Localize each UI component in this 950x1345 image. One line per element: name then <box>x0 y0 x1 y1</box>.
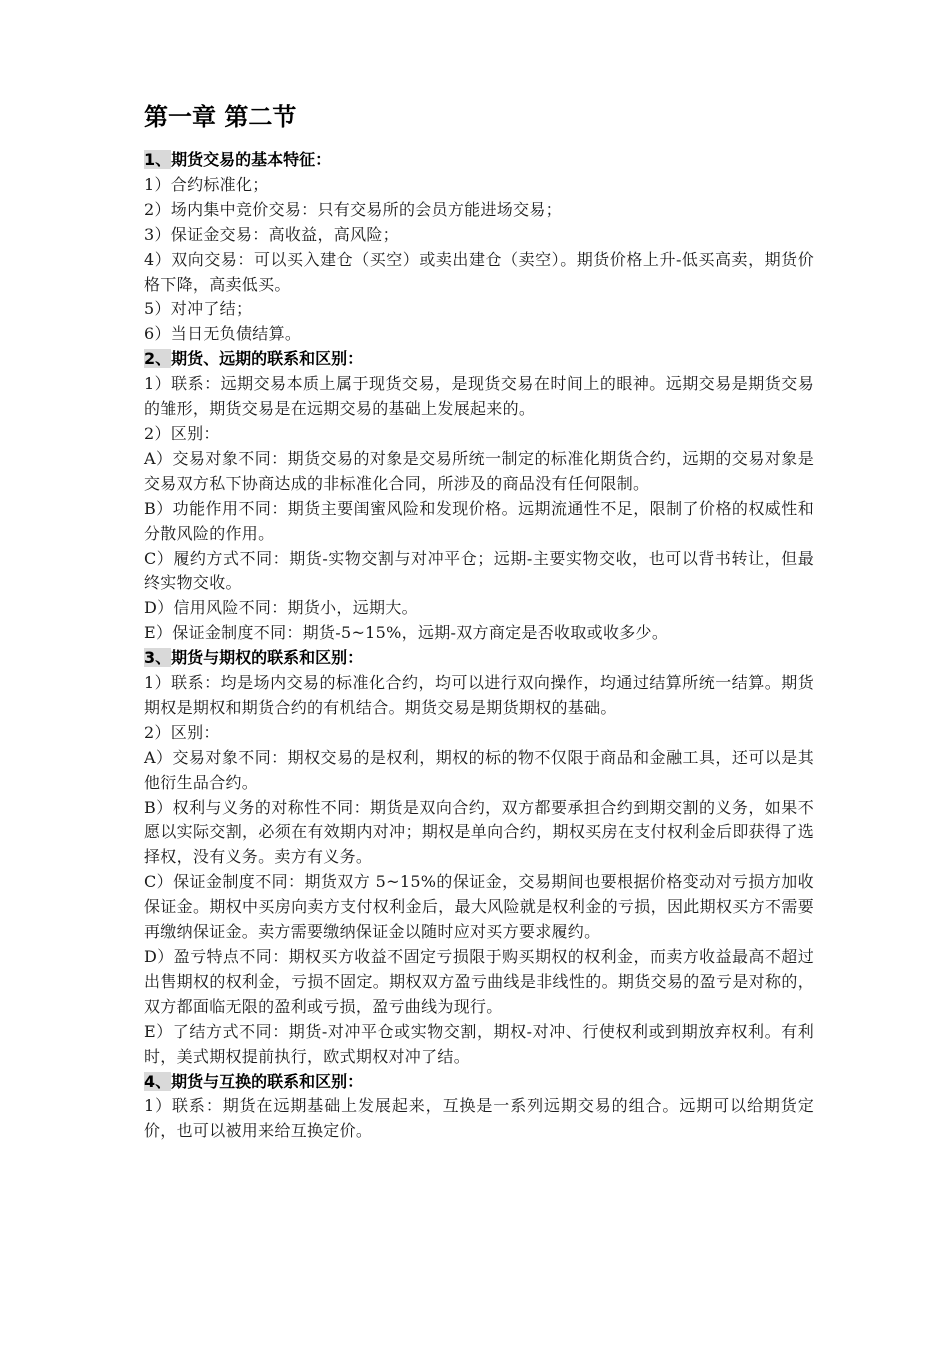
paragraph: D）信用风险不同：期货小，远期大。 <box>144 598 418 618</box>
paragraph: C）保证金制度不同：期货双方 5~15%的保证金，交易期间也要根据价格变动对亏损方加收保证金。期权中买房向卖方支付权利金后，最大风险就是权利金的亏损，因此期权买方不需要再缴纳保证金。卖方需要缴纳保证金以随时应对买方要求履约。 <box>144 872 814 942</box>
paragraph: A）交易对象不同：期货交易的对象是交易所统一制定的标准化期货合约，远期的交易对象是交易双方私下协商达成的非标准化合同，所涉及的商品没有任何限制。 <box>144 448 814 493</box>
chapter-title: 第一章 第二节 <box>144 103 297 131</box>
paragraph: D）盈亏特点不同：期权买方收益不固定亏损限于购买期权的权利金，而卖方收益最高不超过出售期权的权利金，亏损不固定。期权双方盈亏曲线是非线性的。期货交易的盈亏是对称的，双方都面临无限的盈利或亏损，盈亏曲线为现行。 <box>144 947 814 1016</box>
paragraph: 4）双向交易：可以买入建仓（买空）或卖出建仓（卖空）。期货价格上升-低买高卖，期货价格下降，高卖低买。 <box>144 249 814 294</box>
section-heading-text: 期货、远期的联系和区别： <box>171 349 364 369</box>
section-number: 2、 <box>144 349 172 369</box>
paragraph: B）功能作用不同：期货主要闺蜜风险和发现价格。远期流通性不足，限制了价格的权威性和分散风险的作用。 <box>144 498 814 543</box>
paragraph: 1）联系：均是场内交易的标准化合约，均可以进行双向操作，均通过结算所统一结算。期货期权是期权和期货合约的有机结合。期货交易是期货期权的基础。 <box>144 673 814 717</box>
paragraph: 6）当日无负债结算。 <box>144 324 302 344</box>
section-heading-text: 期货与互换的联系和区别： <box>171 1071 364 1091</box>
section-heading-text: 期货与期权的联系和区别： <box>171 648 364 668</box>
paragraph: 2）区别： <box>144 722 220 742</box>
document-page <box>144 100 814 1144</box>
paragraph: E）了结方式不同：期货-对冲平仓或实物交割，期权-对冲、行使权利或到期放弃权利。有利时，美式期权提前执行，欧式期权对冲了结。 <box>144 1021 814 1066</box>
section-heading <box>144 347 814 372</box>
paragraph: 5）对冲了结； <box>144 299 253 319</box>
paragraph: C）履约方式不同：期货-实物交割与对冲平仓；远期-主要实物交收，也可以背书转让，但最终实物交收。 <box>144 548 814 593</box>
paragraph: 2）场内集中竞价交易：只有交易所的会员方能进场交易； <box>144 199 562 219</box>
paragraph: 2）区别： <box>144 423 220 443</box>
section-heading-text: 期货交易的基本特征： <box>171 150 332 169</box>
sections-container <box>144 148 814 1144</box>
paragraph: 3）保证金交易：高收益，高风险； <box>144 224 399 244</box>
paragraph: 1）合约标准化； <box>144 174 269 194</box>
paragraph: 1）联系：远期交易本质上属于现货交易，是现货交易在时间上的眼神。远期交易是期货交易的雏形，期货交易是在远期交易的基础上发展起来的。 <box>144 374 814 419</box>
section-number: 3、 <box>144 648 172 668</box>
paragraph: E）保证金制度不同：期货-5~15%，远期-双方商定是否收取或收多少。 <box>144 623 669 643</box>
section-heading <box>144 148 814 173</box>
paragraph: B）权利与义务的对称性不同：期货是双向合约，双方都要承担合约到期交割的义务，如果不愿以实际交割，必须在有效期内对冲；期权是单向合约，期权买房在支付权利金后即获得了选择权，没有义务。卖方有义务。 <box>144 797 814 867</box>
section-heading <box>144 646 814 671</box>
section-heading <box>144 1070 814 1095</box>
section-number: 1、 <box>144 150 172 169</box>
paragraph: 1）联系：期货在远期基础上发展起来，互换是一系列远期交易的组合。远期可以给期货定价，也可以被用来给互换定价。 <box>144 1096 814 1141</box>
section-number: 4、 <box>144 1071 172 1091</box>
paragraph: A）交易对象不同：期权交易的是权利，期权的标的物不仅限于商品和金融工具，还可以是其他衍生品合约。 <box>144 747 814 792</box>
